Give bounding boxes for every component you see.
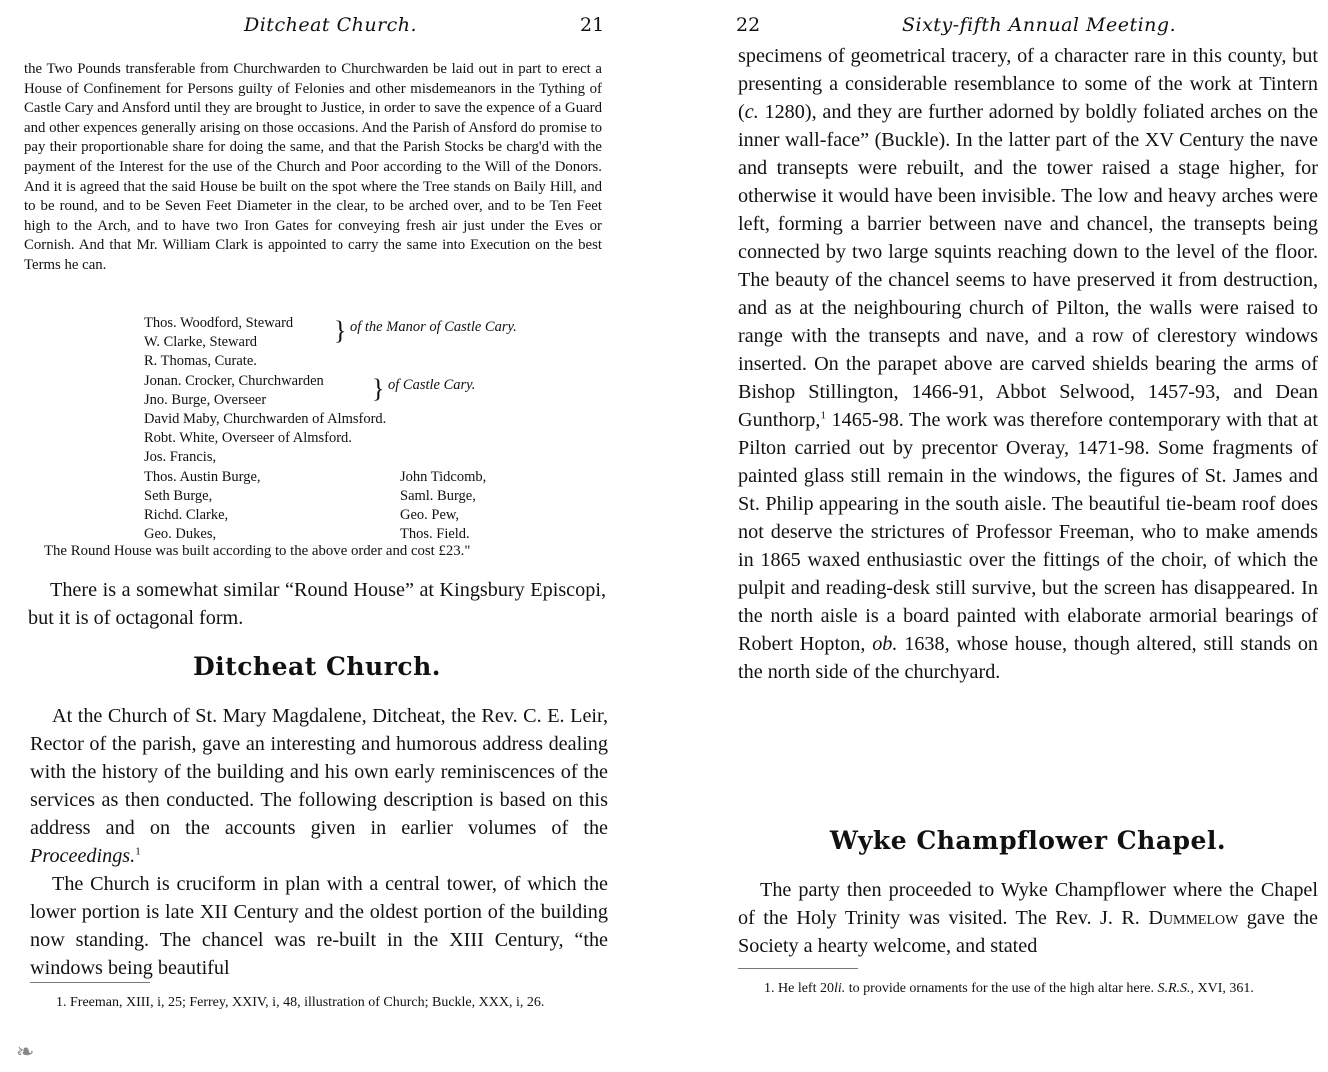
kingsbury-paragraph: There is a somewhat similar “Round House” at Kingsbury Episcopi, but it is of octagonal form. [28,579,606,629]
paragraph [30,702,608,870]
round-house-cost: The Round House was built according to the above order and cost £23." [44,543,471,559]
page-ornament-icon: ❧ [16,1040,35,1065]
footnote-text: to provide ornaments for the use of the high altar here. [845,981,1154,996]
footnote-rule [30,982,150,983]
brace-label: of Castle Cary. [388,376,476,393]
signatory: Geo. Dukes, [144,526,217,543]
footnote: 1. Freeman, XIII, i, 25; Ferrey, XXIV, i, 48, illustration of Church; Buckle, XXX, i, 26. [56,995,545,1010]
signatory: David Maby, Churchwarden of Almsford. [144,410,387,427]
footnote-rule [738,968,858,969]
section-heading: Wyke Champflower Chapel. [829,826,1227,855]
signatory: John Tidcomb, [400,468,487,485]
paragraph-text: The party then proceeded to Wyke Champflower where the Chapel of the Holy Trinity was visited. The Rev. J. R. [738,879,1318,929]
person-name: Dummelow [1148,907,1239,929]
signatory: Thos. Austin Burge, [144,468,261,485]
running-head: Sixty-fifth Annual Meeting. [902,14,1177,36]
signatory: R. Thomas, Curate. [144,353,257,370]
signatory: Jonan. Crocker, Churchwarden [144,372,324,389]
signatory: Seth Burge, [144,487,213,504]
footnote-text: , XVI, 361. [1190,981,1254,996]
signatory: Saml. Burge, [400,487,476,504]
source-abbrev: S.R.S. [1157,981,1191,996]
signatories [144,314,584,544]
paragraph-text: 1638, whose house, though altered, still stands on the north side of the churchyard. [738,633,1319,683]
italic-abbrev: c. [744,101,759,123]
paragraph-text: At the Church of St. Mary Magdalene, Ditcheat, the Rev. C. E. Leir, Rector of the parish, gave an interesting and humorous address dealing with the history of the building and his own early reminiscences of the services as then conducted. The following description is based on this address and on the accounts given in earlier volumes of the [30,705,608,839]
running-head: Ditcheat Church. [244,14,418,36]
signatory: Geo. Pew, [400,506,460,523]
signatory: Thos. Woodford, Steward [144,315,294,331]
right-page [670,0,1328,1072]
brace-label: of the Manor of Castle Cary. [350,319,517,335]
order-text: the Two Pounds transferable from Churchwarden to Churchwarden be laid out in part to erect a House of Confinement for Persons guilty of Felonies and other misdemeanors in the Tything of Castle Cary and Ansford until they are brought to Justice, in order to save the expence of a Guard and other expences generally arising on those occasions. And the Parish of Ansford do promise to pay their proportionable share for doing the same, and that the Parish Stocks be charg'd with the payment of the Interest for the use of the Church and Poor according to the Will of the Donors. And it is agreed that the said House be built on the spot where the Tree stands on Baily Hill, and to be round, and to be Seven Feet Diameter in the clear, to be arched over, and to be Ten Feet high to the Arch, and to have two Iron Gates for conveying fresh air just under the Eves or Cornish. And that Mr. William Clark is appointed to carry the same into Execution on the best Terms he can. [24,61,602,273]
footnote [742,978,1318,999]
italic-abbrev: ob. [872,633,898,655]
left-page [0,0,640,1072]
paragraph: The Church is cruciform in plan with a central tower, of which the lower portion is late XII Century and the oldest portion of the building now standing. The chancel was re-built in the XIII Century, “the windows being beautiful [30,873,608,979]
footnote-ref: 1 [135,845,141,858]
signatory-group-manor [144,314,584,352]
paragraph [738,876,1318,960]
paragraph-text: specimens of geometrical tracery, of a character rare in this county, but presenting a considerable resemblance to some of the work at Tintern ( [738,45,1318,123]
signatory: W. Clarke, Steward [144,334,258,351]
page-number: 21 [580,14,605,36]
signatory: Richd. Clarke, [144,506,229,523]
paragraph-text: gave the Society a hearty welcome, and stated [738,907,1319,957]
brace: } [372,373,385,403]
paragraph-text: 1465-98. The work was therefore contemporary with that at Pilton carried out by precentor Overay, 1471-98. Some fragments of painted glass still remain in the windows, the figures of St. James and St. Philip appearing in the south aisle. The beautiful tie-beam roof does not deserve the strictures of Professor Freeman, who to make amends in 1865 waxed enthusiastic over the fittings of the choir, of which the pulpit and reading-desk still survive, but the screen has disappeared. In the north aisle is a board painted with elaborate armorial bearings of Robert Hopton, [738,409,1318,655]
italic-title: Proceedings. [30,845,136,867]
italic-abbrev: li. [833,981,846,996]
section-heading: Ditcheat Church. [192,652,441,681]
footnote-text: 1. He left 20 [764,981,834,996]
paragraph [738,42,1318,686]
brace: } [334,316,347,345]
signatory: Thos. Field. [400,526,470,543]
signatory: Jos. Francis, [144,449,217,466]
signatory: Jno. Burge, Overseer [144,391,267,408]
page-number: 22 [736,14,761,36]
signatory-group-castle-cary [144,372,584,410]
footnote-ref: 1 [820,409,826,422]
signatory: Robt. White, Overseer of Almsford. [144,430,352,447]
paragraph-text: 1280), and they are further adorned by boldly foliated arches on the inner wall-face” (Buckle). In the latter part of the XV Century the nave and transepts were rebuilt, and the tower raised a stage higher, for otherwise it would have been invisible. The low and heavy arches were left, forming a barrier between nave and chancel, the transepts being connected by two large squints reaching down to the level of the floor. The beauty of the chancel seems to have preserved it from destruction, and as at the neighbouring church of Pilton, the walls were raised to range with the transepts and nave, and a row of clerestory windows inserted. On the parapet above are carved shields bearing the arms of Bishop Stillington, 1466-91, Abbot Selwood, 1457-93, and Dean Gunthorp, [738,101,1318,431]
